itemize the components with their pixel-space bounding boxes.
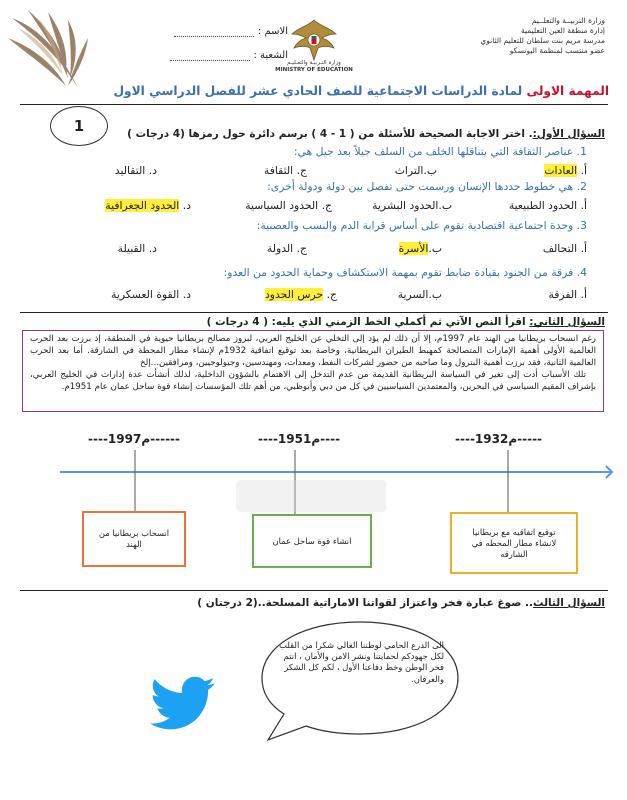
passage-paragraph-2: تلك الأسباب أدت إلى تغير في السياسة البريطانية القديمة من عدم التدخل إلى الاهتمام بالشؤون الداخلية، لذلك أنشأت عدة إدارات في الخليج العربي، بإشراف المقيم السياسي في البحرين، والمعتمدين السياسيين في كل من دبي وأبوظبي، من أهم تلك المؤسسات إنشاء قوة ساحل عمان عام 1951م. bbox=[30, 370, 596, 393]
option-text: التحالف bbox=[542, 242, 578, 255]
option-label: د. bbox=[182, 199, 191, 212]
option-label: ب. bbox=[423, 164, 437, 177]
q3-title bbox=[135, 597, 605, 609]
name-dotted-line bbox=[174, 36, 254, 37]
class-field[interactable] bbox=[118, 50, 288, 61]
timeline-label-1951: ----1951م---- bbox=[258, 432, 341, 446]
option-label: د. bbox=[148, 242, 157, 255]
q1-item-4-option-c[interactable] bbox=[227, 288, 337, 301]
uae-emblem-icon bbox=[288, 16, 340, 64]
q1-item-3-option-b[interactable] bbox=[352, 242, 442, 255]
option-label: ج. bbox=[296, 242, 307, 255]
q1-item-1-option-d[interactable] bbox=[67, 164, 157, 177]
option-text: الثقافة bbox=[263, 164, 294, 177]
class-dotted-line bbox=[170, 60, 250, 61]
divider bbox=[20, 590, 608, 591]
q2-title bbox=[205, 316, 605, 328]
timeline-event-1997 bbox=[82, 511, 186, 567]
option-text: العادات bbox=[544, 164, 578, 177]
q1-item-4-stem: 4. فرقة من الجنود بقيادة ضابط تقوم بمهمة الاستكشاف وحماية الحدود من العدو: bbox=[223, 266, 587, 279]
timeline-event-text: انشاء قوة ساحل عمان bbox=[272, 535, 352, 546]
passage-paragraph-1: رغم انسحاب بريطانيا من الهند عام 1997م، إلا أن ذلك لم يؤد إلى التخلي عن الخليج العربي، لبروز مصالح بريطانيا حيوية في المنطقة، إذ برزت بعد الحرب العالمية الأولى أهمية الإمارات المتصالحة كمهبط الطيران البريطانية، وخاصة بعد توقيع اتفاقية 1932م لإنشاء مطار المحطة في الشارقة. أما بعد الحرب العالمية الثانية، فقد برزت أهمية البترول وما صاحبه من حضور لشركات النفط، ومعدات، ومهندسين، وجيولوجيين، ومرافقين...إلخ bbox=[30, 334, 596, 369]
option-text: القبيلة bbox=[117, 242, 146, 255]
emblem-caption-ar: وزارة التـربيـة والتعـليـم bbox=[287, 60, 341, 66]
q1-item-3-option-c[interactable] bbox=[217, 242, 307, 255]
q1-item-1-option-b[interactable] bbox=[347, 164, 437, 177]
option-text: الفرقة bbox=[548, 288, 578, 301]
task-number-badge: 1 bbox=[50, 106, 108, 146]
option-text: الحدود البشرية bbox=[372, 199, 439, 212]
option-text: الدولة bbox=[266, 242, 294, 255]
q1-item-3-stem: 3. وحدة اجتماعية اقتصادية تقوم على أساس قرابة الدم والنسب والعصبية: bbox=[256, 219, 587, 232]
twitter-bird-icon bbox=[150, 676, 216, 732]
q1-item-4-option-b[interactable] bbox=[352, 288, 442, 301]
option-label: أ. bbox=[580, 242, 587, 255]
q3-title-rest: .. صوغ عبارة فخر واعتزاز لقواتنا الاماراتية المسلحة..(2 درجتان ) bbox=[197, 597, 533, 609]
divider bbox=[20, 104, 608, 105]
watermark-logo-icon bbox=[236, 476, 386, 516]
q3-title-label: السؤال الثالث bbox=[532, 597, 605, 609]
q2-title-label: السؤال الثاني: bbox=[529, 316, 605, 328]
option-label: أ. bbox=[580, 288, 587, 301]
option-label: ج. bbox=[326, 288, 337, 301]
ministry-line: وزارة التربيــة والتعلــيم bbox=[531, 16, 605, 25]
q1-item-2-option-b[interactable] bbox=[342, 199, 452, 212]
reading-passage bbox=[30, 333, 596, 393]
q1-item-1-stem: 1. عناصر الثقافة التي يتناقلها الخلف من السلف جيلاً بعد جيل هي: bbox=[293, 145, 587, 158]
pride-statement-answer: الى الدرع الحامي لوطننا الغالي شكرا من القلب لكل جهودكم لحمايتنا ونشر الامن والأمان ، انتم فخر الوطن وخط دفاعنا الأول ، لكم كل الشكر والعرفان. bbox=[279, 640, 444, 684]
divider bbox=[20, 312, 608, 313]
option-label: أ. bbox=[580, 199, 587, 212]
student-name-field[interactable] bbox=[118, 26, 288, 37]
school-header bbox=[455, 16, 605, 56]
name-label: الاسم : bbox=[257, 26, 288, 37]
timeline-event-1932 bbox=[450, 512, 578, 574]
timeline-label-1932: ----1932م----- bbox=[455, 432, 543, 446]
q1-item-2-option-c[interactable] bbox=[222, 199, 332, 212]
decorative-leaves-icon bbox=[8, 8, 120, 96]
q1-item-3-option-a[interactable] bbox=[497, 242, 587, 255]
option-label: ج. bbox=[321, 199, 332, 212]
option-text: التراث bbox=[394, 164, 424, 177]
page-title bbox=[9, 84, 609, 98]
option-label: د. bbox=[182, 288, 191, 301]
option-text: القوة العسكرية bbox=[111, 288, 180, 301]
q2-title-rest: اقرأ النص الآتي ثم أكملي الخط الزمني الذي يليه: ( 4 درجات ) bbox=[206, 316, 530, 328]
q1-item-3-option-d[interactable] bbox=[67, 242, 157, 255]
q1-title bbox=[127, 128, 605, 140]
option-label: ب. bbox=[428, 242, 442, 255]
region-line: إدارة منطقة العين التعليمية bbox=[520, 26, 605, 35]
timeline-event-text: توقيع اتفاقيه مع بريطانيا لانشاء مطار المحطه في الشارقه bbox=[471, 526, 557, 559]
option-text: الحدود الجغرافية bbox=[105, 199, 180, 212]
emblem-caption-en: MINISTRY OF EDUCATION bbox=[275, 67, 353, 73]
q1-item-2-stem: 2. هي خطوط حددها الإنسان ورسمت حتى تفصل بين دولة ودولة أخرى: bbox=[267, 180, 587, 193]
option-label: ج. bbox=[296, 164, 307, 177]
school-line: مدرسة مريم بنت سلطان للتعليم الثانوي bbox=[480, 36, 605, 45]
option-text: الأسرة bbox=[398, 242, 429, 255]
option-text: الحدود السياسية bbox=[245, 199, 319, 212]
option-text: حرس الحدود bbox=[264, 288, 324, 301]
q1-item-2-option-d[interactable] bbox=[61, 199, 191, 212]
ministry-emblem-caption bbox=[268, 60, 360, 74]
q1-item-4-option-a[interactable] bbox=[497, 288, 587, 301]
q1-item-4-option-d[interactable] bbox=[61, 288, 191, 301]
title-text: لمادة الدراسات الاجتماعية للصف الحادي عشر للفصل الدراسي الاول bbox=[113, 84, 527, 98]
class-label: الشعبة : bbox=[253, 50, 288, 61]
q1-title-rest: . اختر الاجابة الصحيحة للأسئلة من ( 1 - 4 ) برسم دائرة حول رمزها (4 درجات ) bbox=[127, 128, 533, 140]
q1-item-1-option-c[interactable] bbox=[217, 164, 307, 177]
q1-title-label: السؤال الأول: bbox=[532, 128, 605, 140]
option-label: ب. bbox=[438, 199, 452, 212]
timeline-event-text: انسحاب بريطانيا من الهند bbox=[98, 528, 170, 549]
option-text: السرية bbox=[397, 288, 429, 301]
option-text: التقاليد bbox=[114, 164, 146, 177]
timeline-label-1997: ----1997م------ bbox=[88, 432, 181, 446]
option-text: الحدود الطبيعية bbox=[508, 199, 578, 212]
q1-item-1-option-a[interactable] bbox=[497, 164, 587, 177]
timeline-event-1951 bbox=[252, 514, 372, 568]
task-label: المهمة الاولى bbox=[526, 84, 609, 98]
q1-item-2-option-a[interactable] bbox=[467, 199, 587, 212]
unesco-line: عضو منتسب لمنظمة اليونسكو bbox=[509, 46, 605, 55]
option-label: ب. bbox=[428, 288, 442, 301]
option-label: أ. bbox=[580, 164, 587, 177]
option-label: د. bbox=[148, 164, 157, 177]
